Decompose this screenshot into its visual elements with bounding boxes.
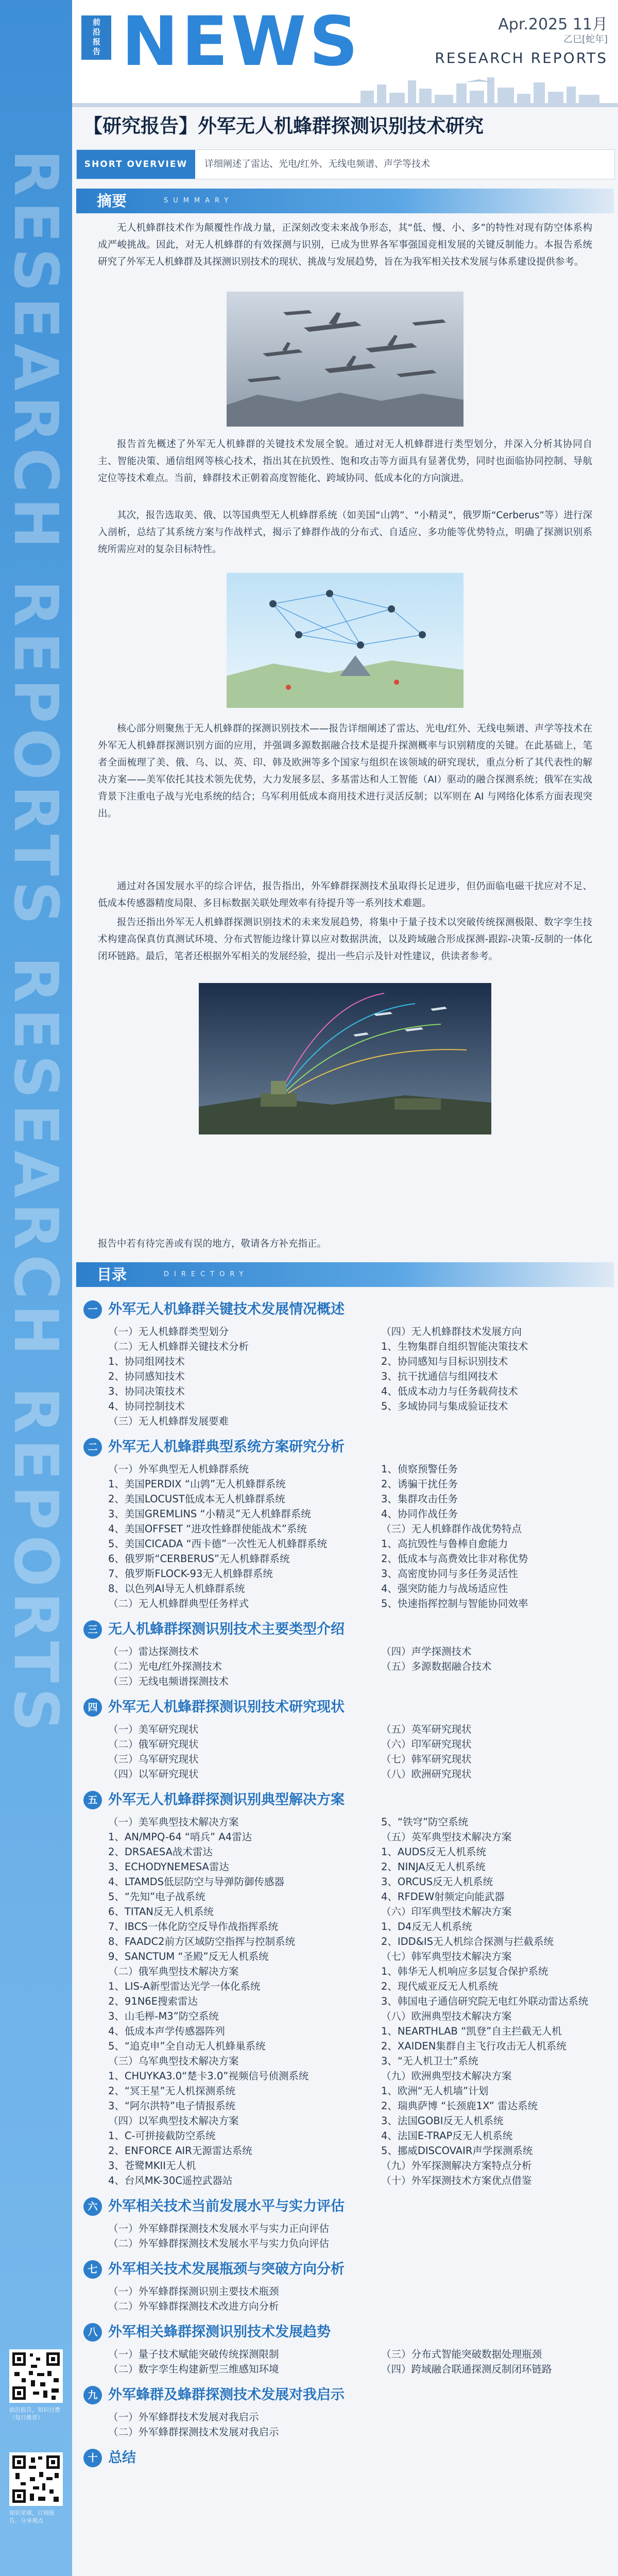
toc-item[interactable]: 6、TITAN反无人机系统 [108,1906,214,1918]
toc-item[interactable]: 1、美国PERDIX “山鹑”无人机蜂群系统 [108,1478,286,1490]
toc-item[interactable]: 3、协同决策技术 [108,1385,185,1397]
radar-detection-image [199,983,491,1134]
toc-item[interactable]: 5、“追克申”全自动无人机蜂巢系统 [108,2040,266,2052]
toc-item[interactable]: 3、ECHODYNEMESA雷达 [108,1861,229,1873]
qr1-note: 前沿报告，知识付费（每日推荐） [9,2406,60,2421]
toc-item[interactable]: 2、现代威亚反无人机系统 [381,1980,498,1992]
toc-heading-bar [76,1262,614,1287]
toc-item[interactable]: 4、协同作战任务 [381,1508,458,1520]
toc-item[interactable]: 5、美国CICADA “西卡德”一次性无人机蜂群系统 [108,1538,328,1550]
toc-item[interactable]: （一）美军研究现状 [108,1723,199,1735]
toc-item[interactable]: 4、RFDEW射频定向能武器 [381,1891,505,1903]
brand-logo: 前沿报告 [81,15,111,60]
toc-heading: 目录 [97,1266,127,1283]
toc-item[interactable]: 2、瑞典萨博 “长颈鹿1X” 雷达系统 [381,2100,538,2112]
toc-column-left [108,1644,229,1689]
overview-label: SHORT OVERVIEW [77,150,195,179]
toc-item[interactable]: 2、ENFORCE AIR无源雷达系统 [108,2145,252,2157]
chapter-number-badge: 九 [83,2386,102,2404]
toc-item[interactable]: （二）俄军研究现状 [108,1738,199,1750]
toc-item[interactable]: （十）外军探测技术方案优点借鉴 [381,2175,532,2187]
qr-icon [9,2452,63,2506]
chapter-number-badge: 十 [83,2449,102,2467]
toc-item[interactable]: （八）欧洲典型技术解决方案 [381,2010,512,2022]
chapter-number-badge: 三 [83,1620,102,1639]
toc-item[interactable]: （三）分布式智能突破数据处理瓶颈 [381,2348,542,2360]
toc-item[interactable]: 3、“无人机卫士”系统 [381,2055,478,2067]
abstract-heading-bar [76,189,614,213]
toc-item[interactable]: 3、高密度协同与多任务灵活性 [381,1568,518,1580]
toc-item[interactable]: （三）无线电频谱探测技术 [108,1675,229,1687]
chapter-title: 外军无人机蜂群典型系统方案研究分析 [108,1439,345,1455]
toc-item[interactable]: 3、法国GOBI反无人机系统 [381,2115,504,2127]
toc-item[interactable]: 2、美国LOCUST低成本无人机蜂群系统 [108,1493,285,1505]
toc-item[interactable]: （六）印军研究现状 [381,1738,472,1750]
toc-item[interactable]: 6、俄罗斯“CERBERUS”无人机蜂群系统 [108,1553,290,1565]
toc-item[interactable]: （七）韩军典型技术解决方案 [381,1951,512,1962]
toc-heading-en: DIRECTORY [164,1270,249,1278]
issue-date: Apr.2025 11月 [498,15,608,33]
abstract-note: 报告中若有待完善或有误的地方，敬请各方补充指正。 [98,1239,327,1249]
toc-item[interactable]: 1、C-可拼接截防空系统 [108,2130,216,2142]
report-title: 【研究报告】外军无人机蜂群探测识别技术研究 [83,115,484,137]
toc-item[interactable]: 8、FAADC2前方区域防空指挥与控制系统 [108,1936,296,1947]
toc-item[interactable]: （一）外军蜂群探测技术发展水平与实力正向评估 [108,2223,330,2234]
toc-column-left [108,2410,279,2439]
qr-icon [9,2349,63,2403]
toc-item[interactable]: 2、“冥王星”无人机探测系统 [108,2085,236,2097]
swarm-network-image [227,573,464,708]
chapter-title: 外军蜂群及蜂群探测技术发展对我启示 [108,2387,345,2403]
toc-item[interactable]: （二）外军蜂群探测技术改进方向分析 [108,2300,279,2312]
chapter-title: 外军相关技术发展瓶颈与突破方向分析 [108,2261,345,2277]
toc-item[interactable]: 1、欧洲“无人机墙”计划 [381,2085,489,2097]
toc-item[interactable]: 1、AN/MPQ-64 “哨兵” A4雷达 [108,1831,252,1843]
toc-item[interactable]: （一）外军蜂群探测识别主要技术瓶颈 [108,2285,279,2297]
toc-item[interactable]: （一）外军典型无人机蜂群系统 [108,1463,249,1475]
abstract-paragraph: 报告还指出外军无人机蜂群探测识别技术的未来发展趋势，将集中于量子技术以突破传统探测极限、数字孪生技术构建高保真仿真测试环境、分布式智能边缘计算以应对数据洪流，以及跨域融合形成探测-跟踪-决策-反制的一体化闭环链路。最后，笔者还根据外军相关的发展经验，提出一些启示及针对性建议，供读者参考。 [98,917,592,962]
toc-item[interactable]: 8、以色列AI导无人机蜂群系统 [108,1583,245,1595]
toc-item[interactable]: （五）英军典型技术解决方案 [381,1831,512,1843]
chapter-number-badge: 一 [83,1300,102,1319]
chapter-number-badge: 八 [83,2323,102,2342]
chapter-number-badge: 五 [83,1791,102,1809]
toc-item[interactable]: （八）欧洲研究现状 [381,1768,472,1780]
toc-item[interactable]: 3、抗干扰通信与组网技术 [381,1370,498,1382]
toc-item[interactable]: （五）英军研究现状 [381,1723,472,1735]
toc-item[interactable]: 1、侦察预警任务 [381,1463,458,1475]
toc-item[interactable]: （一）美军典型技术解决方案 [108,1816,239,1828]
qr-code-1[interactable] [9,2349,63,2421]
abstract-paragraph: 无人机蜂群技术作为颠覆性作战力量，正深刻改变未来战争形态，其“低、慢、小、多”的特性对现有防空体系构成严峻挑战。因此，对无人机蜂群的有效探测与识别，已成为世界各军事强国竞相发展的关键反制能力。本报告系统研究了外军无人机蜂群及其探测识别技术的现状、挑战与发展趋势，旨在为我军相关技术发展与体系建设提供参考。 [98,223,592,267]
toc-item[interactable]: （二）无人机蜂群典型任务样式 [108,1598,249,1609]
toc-item[interactable]: 5、“先知”电子战系统 [108,1891,205,1903]
toc-item[interactable]: 1、LIS-A新型雷达光学一体化系统 [108,1980,261,1992]
short-overview [76,149,615,179]
toc-column-right [381,1644,492,1674]
toc-item[interactable]: （六）印军典型技术解决方案 [381,1906,512,1918]
toc-item[interactable]: （四）跨域融合联通探测反制闭环链路 [381,2363,552,2375]
side-band [0,0,72,2576]
toc-column-left [108,1462,327,1611]
abstract-paragraph: 其次，报告选取美、俄、以等国典型无人机蜂群系统（如美国“山鹑”、“小精灵”，俄罗斯“Cerberus”等）进行深入剖析，总结了其系统方案与作战样式，揭示了蜂群作战的分布式、自适应、多功能等优势特点，明确了探测识别系统所需应对的复杂目标特性。 [98,510,592,555]
chapter-title: 无人机蜂群探测识别技术主要类型介绍 [108,1621,345,1637]
chapter-title: 外军相关技术当前发展水平与实力评估 [108,2198,345,2214]
toc-item[interactable]: （二）光电/红外探测技术 [108,1660,222,1672]
toc-item[interactable]: 5、多域协同与集成验证技术 [381,1400,508,1412]
qr-code-2[interactable] [9,2452,63,2524]
toc-item[interactable]: 4、低成本声学传感器阵列 [108,2025,225,2037]
toc-item[interactable]: 4、强突防能力与战场适应性 [381,1583,508,1595]
masthead-brand: NEWS [122,2,362,81]
toc-column-left [108,1722,199,1782]
chapter-title: 外军相关蜂群探测识别技术发展趋势 [108,2324,331,2340]
toc-item[interactable]: 4、台风MK-30C遥控武器站 [108,2175,233,2187]
toc-item[interactable]: 2、XAIDEN集群自主飞行攻击无人机系统 [381,2040,566,2052]
abstract-paragraph: 报告首先概述了外军无人机蜂群的关键技术发展全貌。通过对无人机蜂群进行类型划分，并深入分析其协同自主、智能决策、通信组网等核心技术，指出其在抗毁性、饱和攻击等方面具有显著优势，同时也面临协同控制、导航定位等技术难点。当前，蜂群技术正朝着高度智能化、跨域协同、低成本化的方向演进。 [98,439,592,484]
toc-item[interactable]: 4、低成本动力与任务载荷技术 [381,1385,518,1397]
toc-item[interactable]: （三）无人机蜂群发展要难 [108,1415,229,1427]
toc-item[interactable]: （一）雷达探测技术 [108,1646,199,1657]
toc-item[interactable]: （四）无人机蜂群技术发展方向 [381,1326,522,1337]
toc-item[interactable]: （三）乌军研究现状 [108,1753,199,1765]
toc-item[interactable]: 1、协同组网技术 [108,1355,185,1367]
toc-item[interactable]: 1、AUDS反无人机系统 [381,1846,486,1858]
toc-column-right [381,1462,528,1611]
toc-item[interactable]: 2、诱骗干扰任务 [381,1478,458,1490]
toc-item[interactable]: 4、法国E-TRAP反无人机系统 [381,2130,513,2142]
toc-item[interactable]: （三）无人机蜂群作战优势特点 [381,1523,522,1535]
toc-item[interactable]: 1、高抗毁性与鲁棒自愈能力 [381,1538,508,1550]
toc-item[interactable]: 3、苍鹭MKII无人机 [108,2160,196,2172]
toc-item[interactable]: 2、协同感知技术 [108,1370,185,1382]
toc-item[interactable]: 5、“铁穹”防空系统 [381,1816,469,1828]
side-watermark: RESEARCH REPORTS RESEARCH REPORTS [1,149,72,1737]
toc-item[interactable]: 1、韩华无人机响应多层复合保护系统 [381,1965,548,1977]
toc-item[interactable]: （五）多源数据融合技术 [381,1660,492,1672]
toc-item[interactable]: （四）声学探测技术 [381,1646,472,1657]
toc-item[interactable]: （二）外军蜂群探测技术发展水平与实力负向评估 [108,2238,330,2249]
chapter-title: 外军无人机蜂群探测识别典型解决方案 [108,1792,345,1808]
toc-column-right [381,1722,472,1782]
abstract-heading: 摘要 [97,192,127,210]
toc-item[interactable]: 2、IDD&IS无人机综合探测与拦截系统 [381,1936,554,1947]
toc-item[interactable]: 2、NINJA反无人机系统 [381,1861,486,1873]
qr2-note: 知识星球，订阅报告，分享观点 [9,2510,55,2524]
issue-label: 乙巳[蛇年] [563,34,608,45]
masthead-subtitle: RESEARCH REPORTS [435,49,608,66]
overview-text: 详细阐述了雷达、光电/红外、无线电频谱、声学等技术 [204,159,431,170]
toc-item[interactable]: 5、挪威DISCOVAIR声学探测系统 [381,2145,533,2157]
toc-item[interactable]: 2、低成本与高费效比非对称优势 [381,1553,528,1565]
masthead [72,0,618,107]
toc-item[interactable]: （二）数字孪生构建新型三维感知环境 [108,2363,279,2375]
toc-item[interactable]: 3、集群攻击任务 [381,1493,458,1505]
toc-item[interactable]: 9、SANCTUM “圣殿”反无人机系统 [108,1951,269,1962]
toc-item[interactable]: （二）外军蜂群探测技术发展对我启示 [108,2426,279,2438]
toc-item[interactable]: 4、LTAMDS低层防空与导弹防御传感器 [108,1876,285,1888]
toc-item[interactable]: 3、韩国电子通信研究院无电红外联动雷达系统 [381,1995,589,2007]
chapter-number-badge: 二 [83,1438,102,1456]
toc-item[interactable]: （一）无人机蜂群类型划分 [108,1326,229,1337]
toc-column-left [108,1324,249,1429]
toc-item[interactable]: 3、ORCUS反无人机系统 [381,1876,493,1888]
toc-item[interactable]: （七）韩军研究现状 [381,1753,472,1765]
toc-item[interactable]: 2、协同感知与目标识别技术 [381,1355,508,1367]
toc-item[interactable]: 7、俄罗斯FLOCK-93无人机蜂群系统 [108,1568,273,1580]
toc-column-left [108,2221,329,2251]
toc-item[interactable]: 1、CHUYKA3.0“楚卡3.0”视频信号侦测系统 [108,2070,309,2082]
chapter-title: 总结 [108,2450,136,2466]
drone-swarm-image [227,292,464,427]
city-skyline-graphic [72,77,618,107]
toc-item[interactable]: （一）外军蜂群技术发展对我启示 [108,2411,259,2423]
report-page [72,0,618,2576]
toc-item[interactable]: （四）以军研究现状 [108,1768,199,1780]
chapter-title: 外军无人机蜂群关键技术发展情况概述 [108,1301,345,1317]
toc-item[interactable]: 4、美国OFFSET “进攻性蜂群使能战术”系统 [108,1523,307,1535]
toc-item[interactable]: （四）以军典型技术解决方案 [108,2115,239,2127]
toc-item[interactable]: 2、DRSAESA战术雷达 [108,1846,213,1858]
toc-item[interactable]: 1、NEARTHLAB “凯登”自主拦截无人机 [381,2025,562,2037]
chapter-number-badge: 六 [83,2197,102,2216]
toc-item[interactable]: 1、D4反无人机系统 [381,1921,472,1933]
toc-column-right [381,1324,528,1414]
toc-item[interactable]: 1、生物集群自组织智能决策技术 [381,1341,528,1352]
toc-item[interactable]: 2、91N6E搜索雷达 [108,1995,198,2007]
toc-item[interactable]: （二）无人机蜂群关键技术分析 [108,1341,249,1352]
toc-column-left [108,2284,279,2314]
toc-item[interactable]: 3、“阿尔洪特”电子情报系统 [108,2100,236,2112]
chapter-title: 外军无人机蜂群探测识别技术研究现状 [108,1699,345,1715]
toc-item[interactable]: （九）欧洲典型技术解决方案 [381,2070,512,2082]
toc-column-left [108,1815,308,2188]
toc-column-left [108,2347,279,2377]
toc-item[interactable]: 7、IBCS一体化防空反导作战指挥系统 [108,1921,279,1933]
abstract-paragraph: 通过对各国发展水平的综合评估，报告指出，外军蜂群探测技术虽取得长足进步，但仍面临电磁干扰应对不足、低成本传感器精度局限、多目标数据关联处理效率有待提升等一系列技术难题。 [98,881,592,909]
toc-item[interactable]: 4、协同控制技术 [108,1400,185,1412]
toc-item[interactable]: 3、美国GREMLINS “小精灵”无人机蜂群系统 [108,1508,311,1520]
toc-column-right [381,2347,552,2377]
toc-column-right [381,1815,588,2188]
chapter-number-badge: 四 [83,1698,102,1717]
toc-item[interactable]: （三）乌军典型技术解决方案 [108,2055,239,2067]
abstract-heading-en: SUMMARY [164,197,234,205]
toc-item[interactable]: （二）俄军典型技术解决方案 [108,1965,239,1977]
toc-item[interactable]: （九）外军探测解决方案特点分析 [381,2160,532,2172]
toc-item[interactable]: （一）量子技术赋能突破传统探测限制 [108,2348,279,2360]
chapter-number-badge: 七 [83,2260,102,2279]
abstract-paragraph: 核心部分则聚焦于无人机蜂群的探测识别技术——报告详细阐述了雷达、光电/红外、无线电频谱、声学等技术在外军无人机蜂群探测识别方面的应用，并强调多源数据融合技术是提升探测概率与识别精度的关键。在此基础上，笔者全面梳理了美、俄、乌、以、英、印、韩及欧洲等多个国家与组织在该领域的研究现状，重点分析了其代表性的解决方案——美军依托其技术领先优势，大力发展多层、多基雷达和人工智能（AI）驱动的融合探测系统；俄军在实战背景下注重电子战与光电系统的结合；乌军利用低成本商用技术进行灵活反制；以军则在 AI 与网络化体系方面表现突出。 [98,723,592,819]
toc-item[interactable]: 3、山毛榉-M3”防空系统 [108,2010,219,2022]
toc-item[interactable]: 5、快速指挥控制与智能协同效率 [381,1598,528,1609]
